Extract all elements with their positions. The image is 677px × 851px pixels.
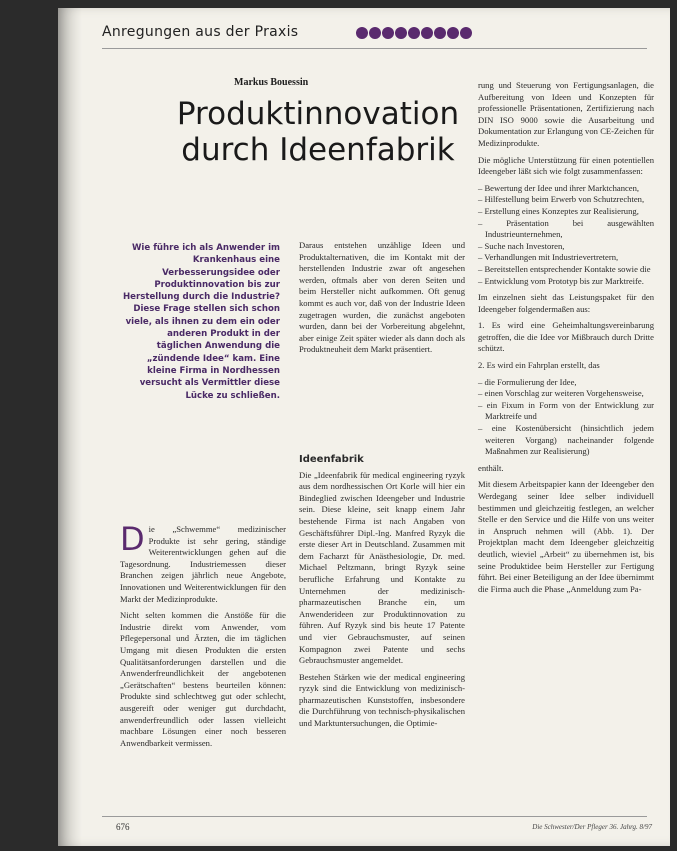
middle-column-top [299,240,465,361]
header-dot [369,27,381,39]
right-column [478,80,654,600]
paragraph: rung und Steuerung von Fertigungsanlagen, die Aufbereitung von Ideen und Konzepten für professionelle Präsentationen, Zertifizierung nach DIN ISO 9000 sowie die Ausarbeitung und Dokumentation zur Erlangung von CE-Zeichen für Medizinprodukte. [478,80,654,148]
list-item: – Erstellung eines Konzeptes zur Realisierung, [478,205,639,216]
header-dot [421,27,433,39]
list-item: – Verhandlungen mit Industrievertretern, [478,252,619,263]
article-title [148,96,488,168]
subheading-ideenfabrik: Ideenfabrik [299,454,364,465]
magazine-page [58,8,670,846]
header-dot [408,27,420,39]
author-name: Markus Bouessin [234,77,309,88]
header-dot [447,27,459,39]
paragraph: Die mögliche Unterstützung für einen potentiellen Ideengeber läßt sich wie folgt zusammenfassen: [478,154,654,177]
paragraph: Daraus entstehen unzählige Ideen und Produktalternativen, die im Kontakt mit der herstellenden Industrie zwar oft angesehen werden, oftmals aber von deren Seiten und beim Hersteller nicht aufkommen. Oft genug kommt es auch vor, daß von der Industrie Ideen zugetragen wurden, die zunächst angeboten wurden, dann bei der Vorbereitung abgelehnt, aber einige Zeit später wieder als dann doch als Produktneuheit dem Markt präsentiert. [299,240,465,355]
header-dot [460,27,472,39]
list-item: – Bereitstellen entsprechender Kontakte sowie die [478,263,651,274]
middle-column [299,454,465,735]
paragraph: 1. Es wird eine Geheimhaltungsvereinbarung getroffen, die die Idee vor Mißbrauch durch Dritte schützt. [478,320,654,354]
page-spine-shadow [58,8,82,846]
header-dot [395,27,407,39]
paragraph: Die „Ideenfabrik für medical engineering ryzyk aus dem nordhessischen Ort Korle will hier ein Bindeglied zwischen Ideengeber und Industrie sein. Diese kleine, seit knapp einem Jahr bestehende Firma ist nach Angaben von Geschäftsführer Dipl.-Ing. Manfred Ryzyk die erste dieser Art in Deutschland. Zusammen mit dem Facharzt für Anästhesiologie, Dr. med. Michael Peltzmann, bringt Ryzyk seine berufliche Erfahrung und Kontakte zu Unternehmen der medizinisch-pharmazeutischen Branche ein, um Anwenderideen zur Produktinnovation zu führen. Auf Ryzyk sind bis heute 17 Patente und vier Gebrauchsmuster, auf seinen Kompagnon zwei Patente und sechs Gebrauchsmuster angemeldet. [299,469,465,666]
left-column [120,520,286,754]
paragraph: Nicht selten kommen die Anstöße für die Industrie direkt vom Anwender, vom Pflegepersonal und Ärzten, die im täglichen Umgang mit diesen Produkten die ersten Qualitätsanforderungen darstellen und die Anwenderfreundlichkeit der angebotenen „Gerätschaften“ bestens beurteilen können: Produkte sind schlechtweg gut oder schlecht, ausgereift oder weniger gut durchdacht, anwenderfreundlich oder lassen vielleicht machbare Lösungen einer noch besseren Anwendbarkeit vermissen. [120,610,286,748]
list-item: – eine Kostenübersicht (hinsichtlich jedem weiteren Vorgang) nacheinander folgende Maßnahmen zur Realisierung) [478,423,654,457]
header-rule [102,48,647,49]
paragraph: Mit diesem Arbeitspapier kann der Ideengeber den Werdegang seiner Idee selber individuell bestimmen und gleichzeitig festlegen, an welcher Stelle er den Service und die Hilfe von uns weiter in Anspruch nehmen will (Abb. 1). Der Projektplan macht dem Ideengeber gleichzeitig deutlich, wieviel „Arbeit“ zu übernehmen ist, bis seine Produktidee beim Hersteller zur Fertigung führt. Bei einer Beteiligung an der Idee übernimmt die Firma auch die Phase „Anmeldung zum Pa- [478,479,654,594]
article-lead: Wie führe ich als Anwender im Krankenhaus eine Verbesserungsidee oder Produktinnovation bis zur Herstellung durch die Industrie? Diese Frage stellen sich schon viele, als ihnen zu dem ein oder anderen Produkt in der täglichen Anwendung die „zündende Idee“ kam. Eine kleine Firma in Nordhessen versucht als Vermittler diese Lücke zu schließen. [122,243,280,401]
page-number: 676 [116,822,130,832]
header-dot [434,27,446,39]
paragraph [120,520,286,605]
header-dot [382,27,394,39]
list-item: – einen Vorschlag zur weiteren Vorgehensweise, [478,388,644,399]
paragraph: 2. Es wird ein Fahrplan erstellt, das [478,360,600,371]
list-item: – ein Fixum in Form von der Entwicklung zur Marktreife und [478,399,654,422]
paragraph: Bestehen Stärken wie der medical engineering ryzyk sind die Entwicklung von medizinisch-pharmazeutischen Kunststoffen, insbesondere die Durchführung von technisch-physikalischen und Marktuntersuchungen, die Optimie- [299,671,465,729]
plan-list [478,377,654,458]
list-item: – Hilfestellung beim Erwerb von Schutzrechten, [478,194,645,205]
article-title-line-2: durch Ideenfabrik [181,132,455,168]
header-dot [356,27,368,39]
header-dot-ornament [356,26,473,40]
paragraph: enthält. [478,462,504,473]
paragraph: Im einzelnen sieht das Leistungspaket für den Ideengeber folgendermaßen aus: [478,292,654,314]
footer-rule [102,816,647,817]
list-item: – Präsentation bei ausgewählten Industrieunternehmen, [478,217,654,240]
journal-citation: Die Schwester/Der Pfleger 36. Jahrg. 8/97 [532,823,652,831]
section-header [102,22,642,46]
list-item: – Entwicklung vom Prototyp bis zur Marktreife. [478,275,644,286]
list-item: – Suche nach Investoren, [478,240,565,251]
list-item: – Bewertung der Idee und ihrer Marktchancen, [478,182,640,193]
drop-cap: D [120,520,145,558]
section-title: Anregungen aus der Praxis [102,24,299,40]
list-item: – die Formulierung der Idee, [478,376,577,387]
article-title-line-1: Produktinnovation [176,96,460,132]
support-list [478,183,654,287]
intro-text: ie „Schwemme“ medizinischer Produkte ist sehr gering, ständige Weiterentwicklungen gehen auf die Tagesordnung. Industriemessen dieser Branchen zeigen jährlich neue Angebote, Innovationen und Weiterentwicklungen für den Markt der Medizinprodukte. [120,524,286,604]
